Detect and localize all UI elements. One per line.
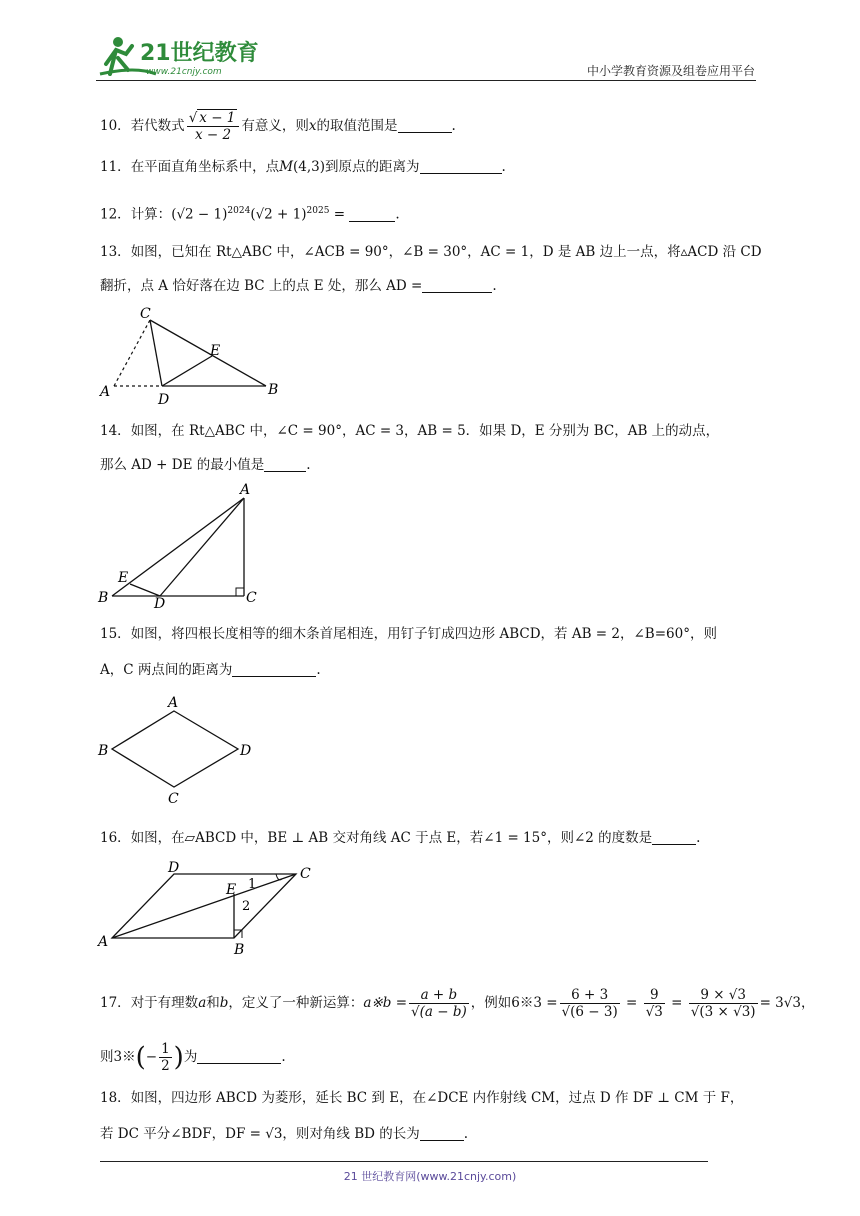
answer-blank[interactable] <box>232 662 316 677</box>
figure-14 <box>96 480 276 608</box>
label-A: A <box>240 482 251 498</box>
question-15-line2: A，C 两点间的距离为 . <box>100 662 321 678</box>
label-C: C <box>140 306 151 322</box>
label-B: B <box>98 743 109 759</box>
q10-fraction: $\frac{√ x - 1}{x - 2}$ <box>187 110 240 143</box>
question-16: 16．如图，在▱ABCD 中，BE ⊥ AB 交对角线 AC 于点 E，若∠1 = 15°，则∠2 的度数是 . <box>100 830 701 846</box>
question-18-line1: 18．如图，四边形 ABCD 为菱形，延长 BC 到 E，在∠DCE 内作射线 CM，过点 D 作 DF ⊥ CM 于 F， <box>100 1090 744 1106</box>
footer-divider <box>100 1161 708 1162</box>
logo-url: www.21cnjy.com <box>146 67 222 77</box>
label-D: D <box>168 860 180 876</box>
answer-blank[interactable] <box>197 1049 281 1064</box>
figure-15 <box>96 693 266 805</box>
answer-blank[interactable] <box>264 457 306 472</box>
label-C: C <box>168 791 179 805</box>
label-E: E <box>226 882 237 898</box>
label-B: B <box>234 942 245 958</box>
answer-blank[interactable] <box>652 830 696 845</box>
logo-runner-head-icon <box>113 37 123 47</box>
question-11: 11．在平面直角坐标系中，点M(4,3)到原点的距离为 . <box>100 159 506 175</box>
figure-13 <box>98 300 288 408</box>
site-logo <box>96 34 266 80</box>
question-10: 10．若代数式 $\frac{√ x - 1}{x - 2}$ 有意义，则x的取值范围是 . <box>100 110 456 143</box>
answer-blank[interactable] <box>422 278 492 293</box>
label-A: A <box>98 934 109 950</box>
answer-blank[interactable] <box>349 207 395 222</box>
label-D: D <box>158 392 170 408</box>
label-angle-1: 1 <box>248 877 257 892</box>
header-divider <box>96 80 756 81</box>
label-A: A <box>168 695 179 711</box>
label-E: E <box>210 343 221 359</box>
label-D: D <box>240 743 252 759</box>
question-17-line1: 17．对于有理数a和b，定义了一种新运算：a※b = $\frac{a + b}{√(a - b)}$ ，例如6※3 = $\frac{6 + 3}{√(6 - 3)}$ = $\frac{9}{√3}$ = $\frac{9 \times √3}{√(3 \times √3)}$ = 3√3， <box>100 987 815 1020</box>
label-B: B <box>268 382 279 398</box>
answer-blank[interactable] <box>420 159 502 174</box>
footer-text: 21 世纪教育网(www.21cnjy.com) <box>343 1170 517 1183</box>
answer-blank[interactable] <box>420 1126 464 1141</box>
label-A: A <box>100 384 111 400</box>
question-14-line2: 那么 AD + DE 的最小值是 . <box>100 457 311 473</box>
question-14-line1: 14．如图，在 Rt△ABC 中，∠C = 90°，AC = 3，AB = 5．如果 D，E 分别为 BC，AB 上的动点， <box>100 423 720 439</box>
label-C: C <box>246 590 257 606</box>
question-12: 12．计算：$(√2 - 1)^{2024}(√2 + 1)^{2025}$ = . <box>100 206 400 223</box>
logo-text: 21世纪教育 <box>140 41 259 66</box>
label-B: B <box>98 590 109 606</box>
label-E: E <box>118 570 129 586</box>
label-D: D <box>154 596 166 608</box>
platform-name: 中小学教育资源及组卷应用平台 <box>586 64 755 78</box>
figure-16 <box>96 858 326 958</box>
label-angle-2: 2 <box>242 899 251 914</box>
question-13-line2: 翻折，点 A 恰好落在边 BC 上的点 E 处，那么 AD = . <box>100 278 497 294</box>
question-17-line2: 则3※(− $\frac{1}{2}$ )为 . <box>100 1041 286 1074</box>
answer-blank[interactable] <box>398 118 452 133</box>
question-13-line1: 13．如图，已知在 Rt△ABC 中，∠ACB = 90°，∠B = 30°，AC = 1，D 是 AB 边上一点，将▵ACD 沿 CD <box>100 244 762 260</box>
label-C: C <box>300 866 311 882</box>
question-18-line2: 若 DC 平分∠BDF，DF = √3，则对角线 BD 的长为 . <box>100 1126 469 1142</box>
question-15-line1: 15．如图，将四根长度相等的细木条首尾相连，用钉子钉成四边形 ABCD，若 AB = 2，∠B=60°，则 <box>100 626 717 642</box>
